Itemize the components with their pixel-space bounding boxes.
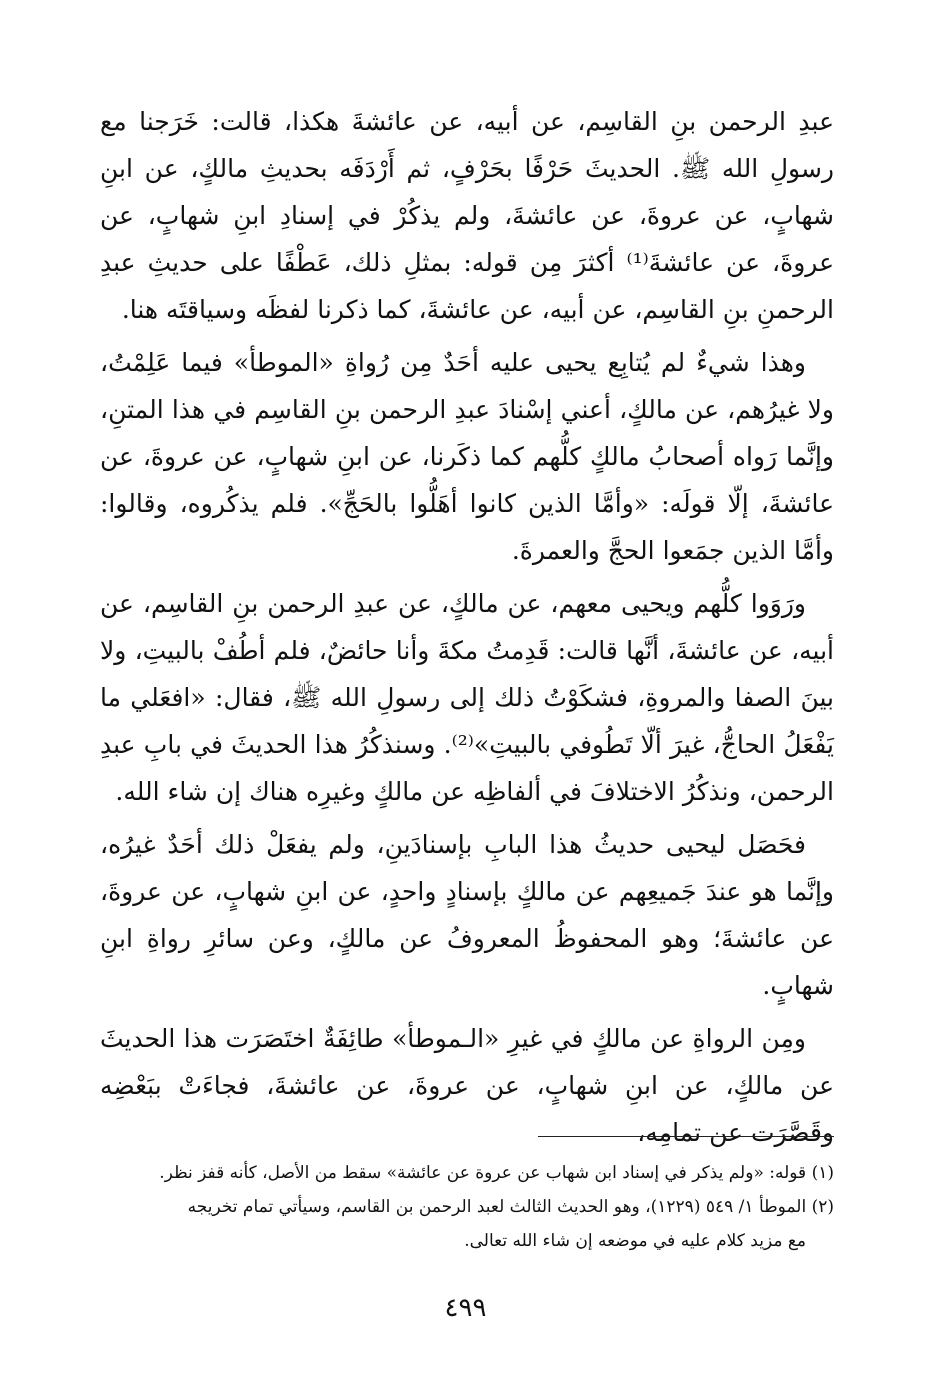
footnote-2: (٢) الموطأ ١/ ٥٤٩ (١٢٢٩)، وهو الحديث الثالث لعبد الرحمن بن القاسم، وسيأتي تمام تخريجه: [187, 1197, 834, 1217]
main-text: [100, 98, 834, 1162]
paragraph-3: ورَوَوا كلُّهم ويحيى معهم، عن مالكٍ، عن عبدِ الرحمن بنِ القاسِم، عن أبيه، عن عائشةَ، أنَّها قالت: قَدِمتُ مكةَ وأنا حائضٌ، فلم أطُفْ بالبيتِ، ولا بينَ الصفا والمروةِ، فشكَوْتُ ذلك إلى رسولِ الله ﷺ، فقال: «افعَلي ما يَفْعَلُ الحاجُّ، غيرَ ألّا تَطُوفي بالبيتِ»⁽²⁾. وسنذكُرُ هذا الحديثَ في بابِ عبدِ الرحمن، ونذكُرُ الاختلافَ في ألفاظِه عن مالكٍ وغيرِه هناك إن شاء الله.: [100, 589, 834, 806]
footnote-divider: [538, 1136, 834, 1137]
footnote-2-continuation: مع مزيد كلام عليه في موضعه إن شاء الله تعالى.: [464, 1231, 806, 1251]
paragraph-5: ومِن الرواةِ عن مالكٍ في غيرِ «الـموطأ» طائِفَةٌ اختَصَرَت هذا الحديثَ عن مالكٍ، عن ابنِ شهابٍ، عن عروةَ، عن عائشةَ، فجاءَتْ ببَعْضِه وقَصَّرَت عن تمامِه،: [100, 1024, 834, 1147]
footnotes: [100, 1156, 834, 1258]
paragraph-2: وهذا شيءٌ لم يُتابِع يحيى عليه أحَدٌ مِن رُواةِ «الموطأ» فيما عَلِمْتُ، ولا غيرُهم، عن مالكٍ، أعني إسْنادَ عبدِ الرحمن بنِ القاسِم في هذا المتنِ، وإنَّما رَواه أصحابُ مالكٍ كلُّهم كما ذكَرنا، عن ابنِ شهابٍ، عن عروةَ، عن عائشةَ، إلّا قولَه: «وأمَّا الذين كانوا أهَلُّوا بالحَجِّ». فلم يذكُروه، وقالوا: وأمَّا الذين جمَعوا الحجَّ والعمرةَ.: [100, 348, 834, 565]
footnote-1: (١) قوله: «ولم يذكر في إسناد ابن شهاب عن عروة عن عائشة» سقط من الأصل، كأنه قفز نظر.: [159, 1163, 834, 1183]
paragraph-1: عبدِ الرحمن بنِ القاسِم، عن أبيه، عن عائشةَ هكذا، قالت: خَرَجنا مع رسولِ الله ﷺ. الحديثَ حَرْفًا بحَرْفٍ، ثم أَرْدَفَه بحديثِ مالكٍ، عن ابنِ شهابٍ، عن عروةَ، عن عائشةَ، ولم يذكُرْ في إسنادِ ابنِ شهابٍ، عن عروةَ، عن عائشةَ⁽¹⁾ أكثرَ مِن قوله: بمثلِ ذلك، عَطْفًا على حديثِ عبدِ الرحمنِ بنِ القاسِم، عن أبيه، عن عائشةَ، كما ذكرنا لفظَه وسياقتَه هنا.: [100, 107, 834, 324]
page-number: ٤٩٩: [444, 1293, 487, 1323]
paragraph-4: فحَصَل ليحيى حديثُ هذا البابِ بإسنادَينِ، ولم يفعَلْ ذلك أحَدٌ غيرُه، وإنَّما هو عندَ جَميعِهم عن مالكٍ بإسنادٍ واحدٍ، عن ابنِ شهابٍ، عن عروةَ، عن عائشةَ؛ وهو المحفوظُ المعروفُ عن مالكٍ، وعن سائرِ رواةِ ابنِ شهابٍ.: [100, 830, 834, 1000]
